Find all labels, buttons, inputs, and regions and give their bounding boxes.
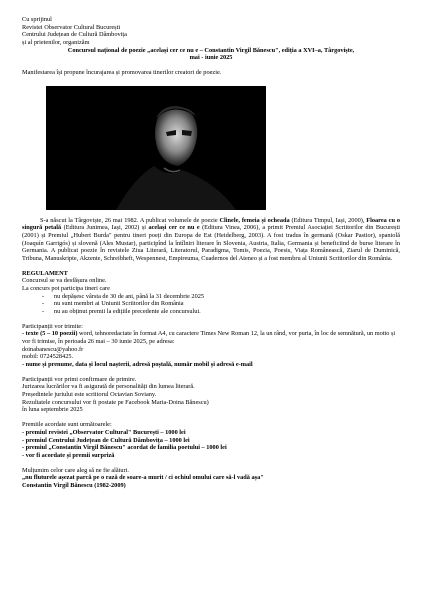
supporters-line-3: Centrului Județean de Cultură Dâmbovița — [22, 31, 127, 39]
portrait-photo — [46, 86, 266, 210]
submit-heading: Participanții vor trimite: — [22, 322, 83, 330]
closing-thanks: Mulțumim celor care aleg să ne fie alături. — [22, 466, 130, 474]
jury-line-3: Președintele juriului este scriitorul Octavian Soviany. — [22, 391, 157, 399]
jury-line-2: Jurizarea lucrărilor va fi asigurată de personalități din lumea literară. — [22, 383, 195, 391]
jury-line-1: Participanții vor primi confirmare de primire. — [22, 375, 137, 383]
portrait-figure — [46, 86, 266, 210]
regulament-heading: REGULAMENT — [22, 269, 68, 277]
regulament-line-2: La concurs pot participa tineri care — [22, 285, 110, 293]
list-item: - premiul „Constantin Virgil Bănescu" acordat de familia poetului – 1000 lei — [22, 444, 227, 452]
biography: S-a născut la Târgoviște, 26 mai 1982. A publicat volumele de poezie Clinele, femeia și ocheada (Editura Timpul, Iași, 2000), Floarea cu o singură petală (Editura Junimea, Iași, 2002) și același cer ce nu e (Editura Vinea, 2006), a primit Premiul Asociației Scriitorilor din București (2001) și Premiul „Hubert Burda" pentru tineri poeți din Europa de Est (Heidelberg, 2003). A fost tradus în germană (Oskar Pastior), spaniolă (Joaquín Garrigós) și slovenă (Ales Mustar), participînd la întîlniri literare în Slovenia, Austria, Italia, Germania și beneficiind de burse literare în Germania. A publicat poezie în revistele Ziua Literară, Literatorul, Paradigma, Tomis, Poezia, Poesis, Viața Românească, Ziarul de Duminică, Tribuna, Manuskripte, Akzente, Schreibheft, Wespennest, Empireuma, Cuadernos del Ateneo și a fost membru al Uniunii Scriitorilor din România. — [22, 216, 400, 263]
list-item: - vor fi acordate și premii surpriză — [22, 451, 115, 459]
supporters-line-4: și al prietenilor, organizăm — [22, 39, 90, 47]
contact-mobile: mobil: 0724528425. — [22, 353, 74, 361]
contest-dates: mai - iunie 2025 — [189, 54, 233, 62]
regulament-line-1: Concursul se va desfășura online. — [22, 277, 107, 285]
intro-text: Manifestarea își propune încurajarea și promovarea tinerilor creatori de poezie. — [22, 69, 222, 77]
contact-email[interactable]: doinabanescu@yahoo.fr — [22, 345, 84, 353]
closing-author: Constantin Virgil Bănescu (1982-2009) — [22, 481, 126, 489]
list-item: - premiul Centrului Județean de Cultură Dâmbovița – 1000 lei — [22, 436, 190, 444]
list-item: - nu depășesc vârsta de 30 de ani, până la 31 decembrie 2025 — [54, 293, 400, 301]
supporters-line-1: Cu sprijinul — [22, 16, 52, 23]
closing-quote: „nu fluturele așezat parcă pe o rază de soare-a murit / ci ochiul omului care să-l vadă așa" — [22, 474, 264, 482]
submit-texts: - texte (5 – 10 poezii) word, tehnoredactate în format A4, cu caractere Times New Roman 12, la un rând, vor purta, în loc de semnătură, un motto și vor fi trimise, în perioada 26 mai – 30 iunie 2025, pe adresa: — [22, 330, 396, 346]
supporters-line-2: Revistei Observator Cultural București — [22, 23, 121, 31]
list-item: - nu sunt membri ai Uniunii Scriitorilor din România — [54, 300, 400, 308]
prizes-heading: Premiile acordate sunt următoarele: — [22, 421, 112, 429]
list-item: - premiul revistei „Observator Cultural" București – 1000 lei — [22, 428, 186, 436]
jury-line-5: în luna septembrie 2025 — [22, 406, 83, 414]
jury-line-4: Rezultatele concursului vor fi postate pe Facebook Maria-Doina Bănescu) — [22, 398, 209, 406]
list-item: - nu au obținut premii la edițiile precedente ale concursului. — [54, 308, 400, 316]
eligibility-list — [22, 293, 400, 316]
submit-personal-data: - nume și prenume, data și locul nașterii, adresă poștală, număr mobil și adresă e-mail — [22, 361, 253, 369]
contest-title: Concursul național de poezie „același cer ce nu e – Constantin Virgil Bănescu", ediția a XVI–a, Târgoviște, — [67, 46, 355, 54]
